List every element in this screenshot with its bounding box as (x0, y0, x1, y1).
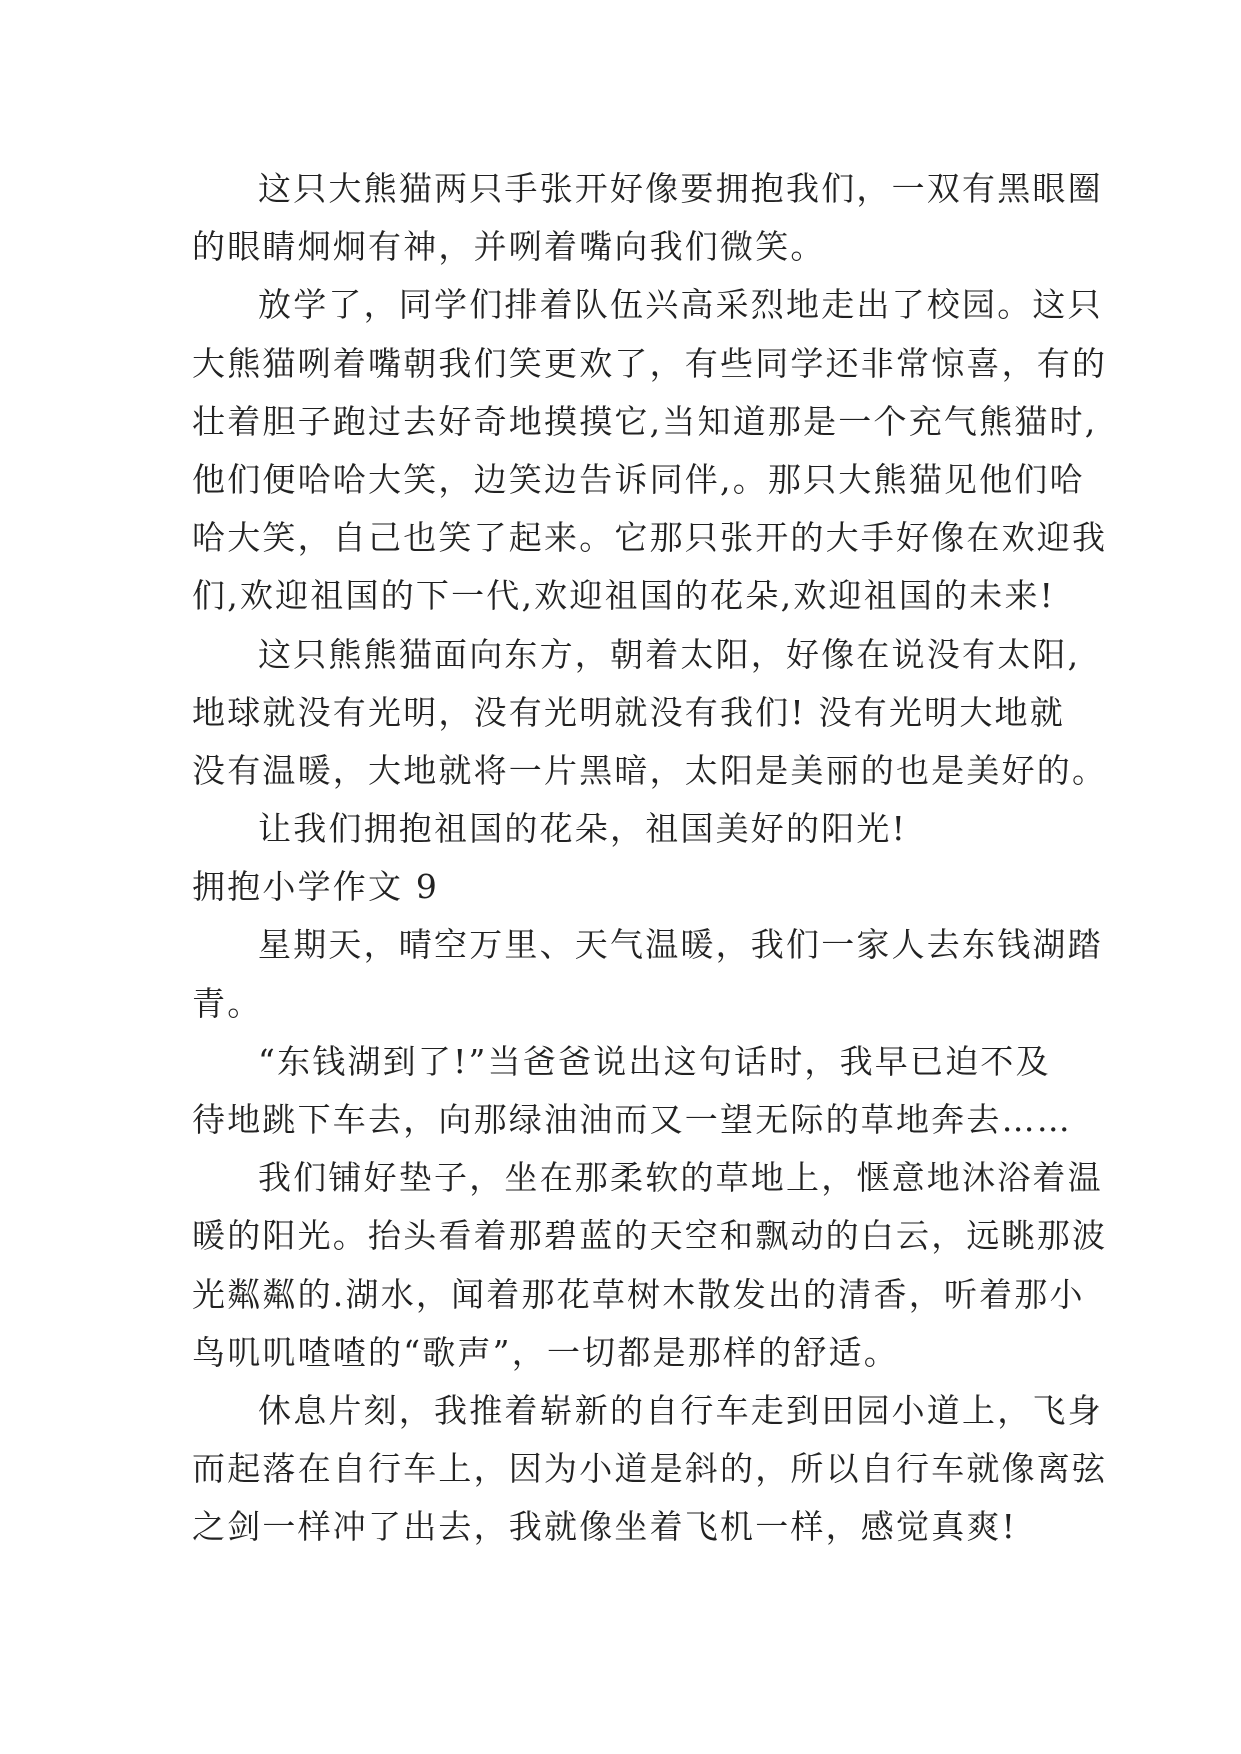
essay-body (192, 160, 1108, 1557)
paragraph-line: 放学了，同学们排着队伍兴高采烈地走出了校园。这只 (258, 285, 1103, 325)
paragraph-line: 我们铺好垫子，坐在那柔软的草地上，惬意地沐浴着温 (258, 1158, 1103, 1198)
paragraph-line: 光粼粼的.湖水，闻着那花草树木散发出的清香，听着那小 (192, 1274, 1085, 1314)
paragraph-line: 星期天，晴空万里、天气温暖，我们一家人去东钱湖踏 (258, 925, 1103, 965)
paragraph-line: 而起落在自行车上，因为小道是斜的，所以自行车就像离弦 (192, 1449, 1108, 1489)
paragraph-line: 哈大笑，自己也笑了起来。它那只张开的大手好像在欢迎我 (192, 518, 1108, 558)
paragraph-line: 待地跳下车去，向那绿油油而又一望无际的草地奔去…… (192, 1100, 1072, 1139)
paragraph-line: 休息片刻，我推着崭新的自行车走到田园小道上，飞身 (258, 1390, 1103, 1430)
paragraph-line: 大熊猫咧着嘴朝我们笑更欢了，有些同学还非常惊喜，有的 (192, 343, 1108, 383)
paragraph-line: 让我们拥抱祖国的花朵，祖国美好的阳光! (258, 809, 908, 849)
paragraph-line: 青。 (192, 983, 263, 1023)
paragraph-line: 这只大熊猫两只手张开好像要拥抱我们，一双有黑眼圈 (258, 169, 1103, 208)
paragraph-line: 鸟叽叽喳喳的“歌声”，一切都是那样的舒适。 (192, 1332, 899, 1372)
paragraph-line: 他们便哈哈大笑，边笑边告诉同伴,。那只大熊猫见他们哈 (192, 459, 1085, 499)
paragraph-line: 壮着胆子跑过去好奇地摸摸它,当知道那是一个充气熊猫时, (192, 401, 1098, 441)
paragraph-line: 的眼睛炯炯有神，并咧着嘴向我们微笑。 (192, 227, 826, 267)
section-heading: 拥抱小学作文 9 (192, 867, 440, 907)
paragraph-line: 地球就没有光明，没有光明就没有我们! 没有光明大地就 (192, 692, 1065, 732)
paragraph-line: 暖的阳光。抬头看着那碧蓝的天空和飘动的白云，远眺那波 (192, 1216, 1108, 1256)
paragraph-line: 之剑一样冲了出去，我就像坐着飞机一样，感觉真爽! (192, 1507, 1018, 1547)
paragraph-line: 没有温暖，大地就将一片黑暗，太阳是美丽的也是美好的。 (192, 750, 1108, 790)
paragraph-line: 这只熊熊猫面向东方，朝着太阳，好像在说没有太阳, (258, 634, 1081, 674)
paragraph-line: 们,欢迎祖国的下一代,欢迎祖国的花朵,欢迎祖国的未来! (192, 576, 1056, 616)
paragraph-line: “东钱湖到了!”当爸爸说出这句话时，我早已迫不及 (258, 1041, 1051, 1081)
